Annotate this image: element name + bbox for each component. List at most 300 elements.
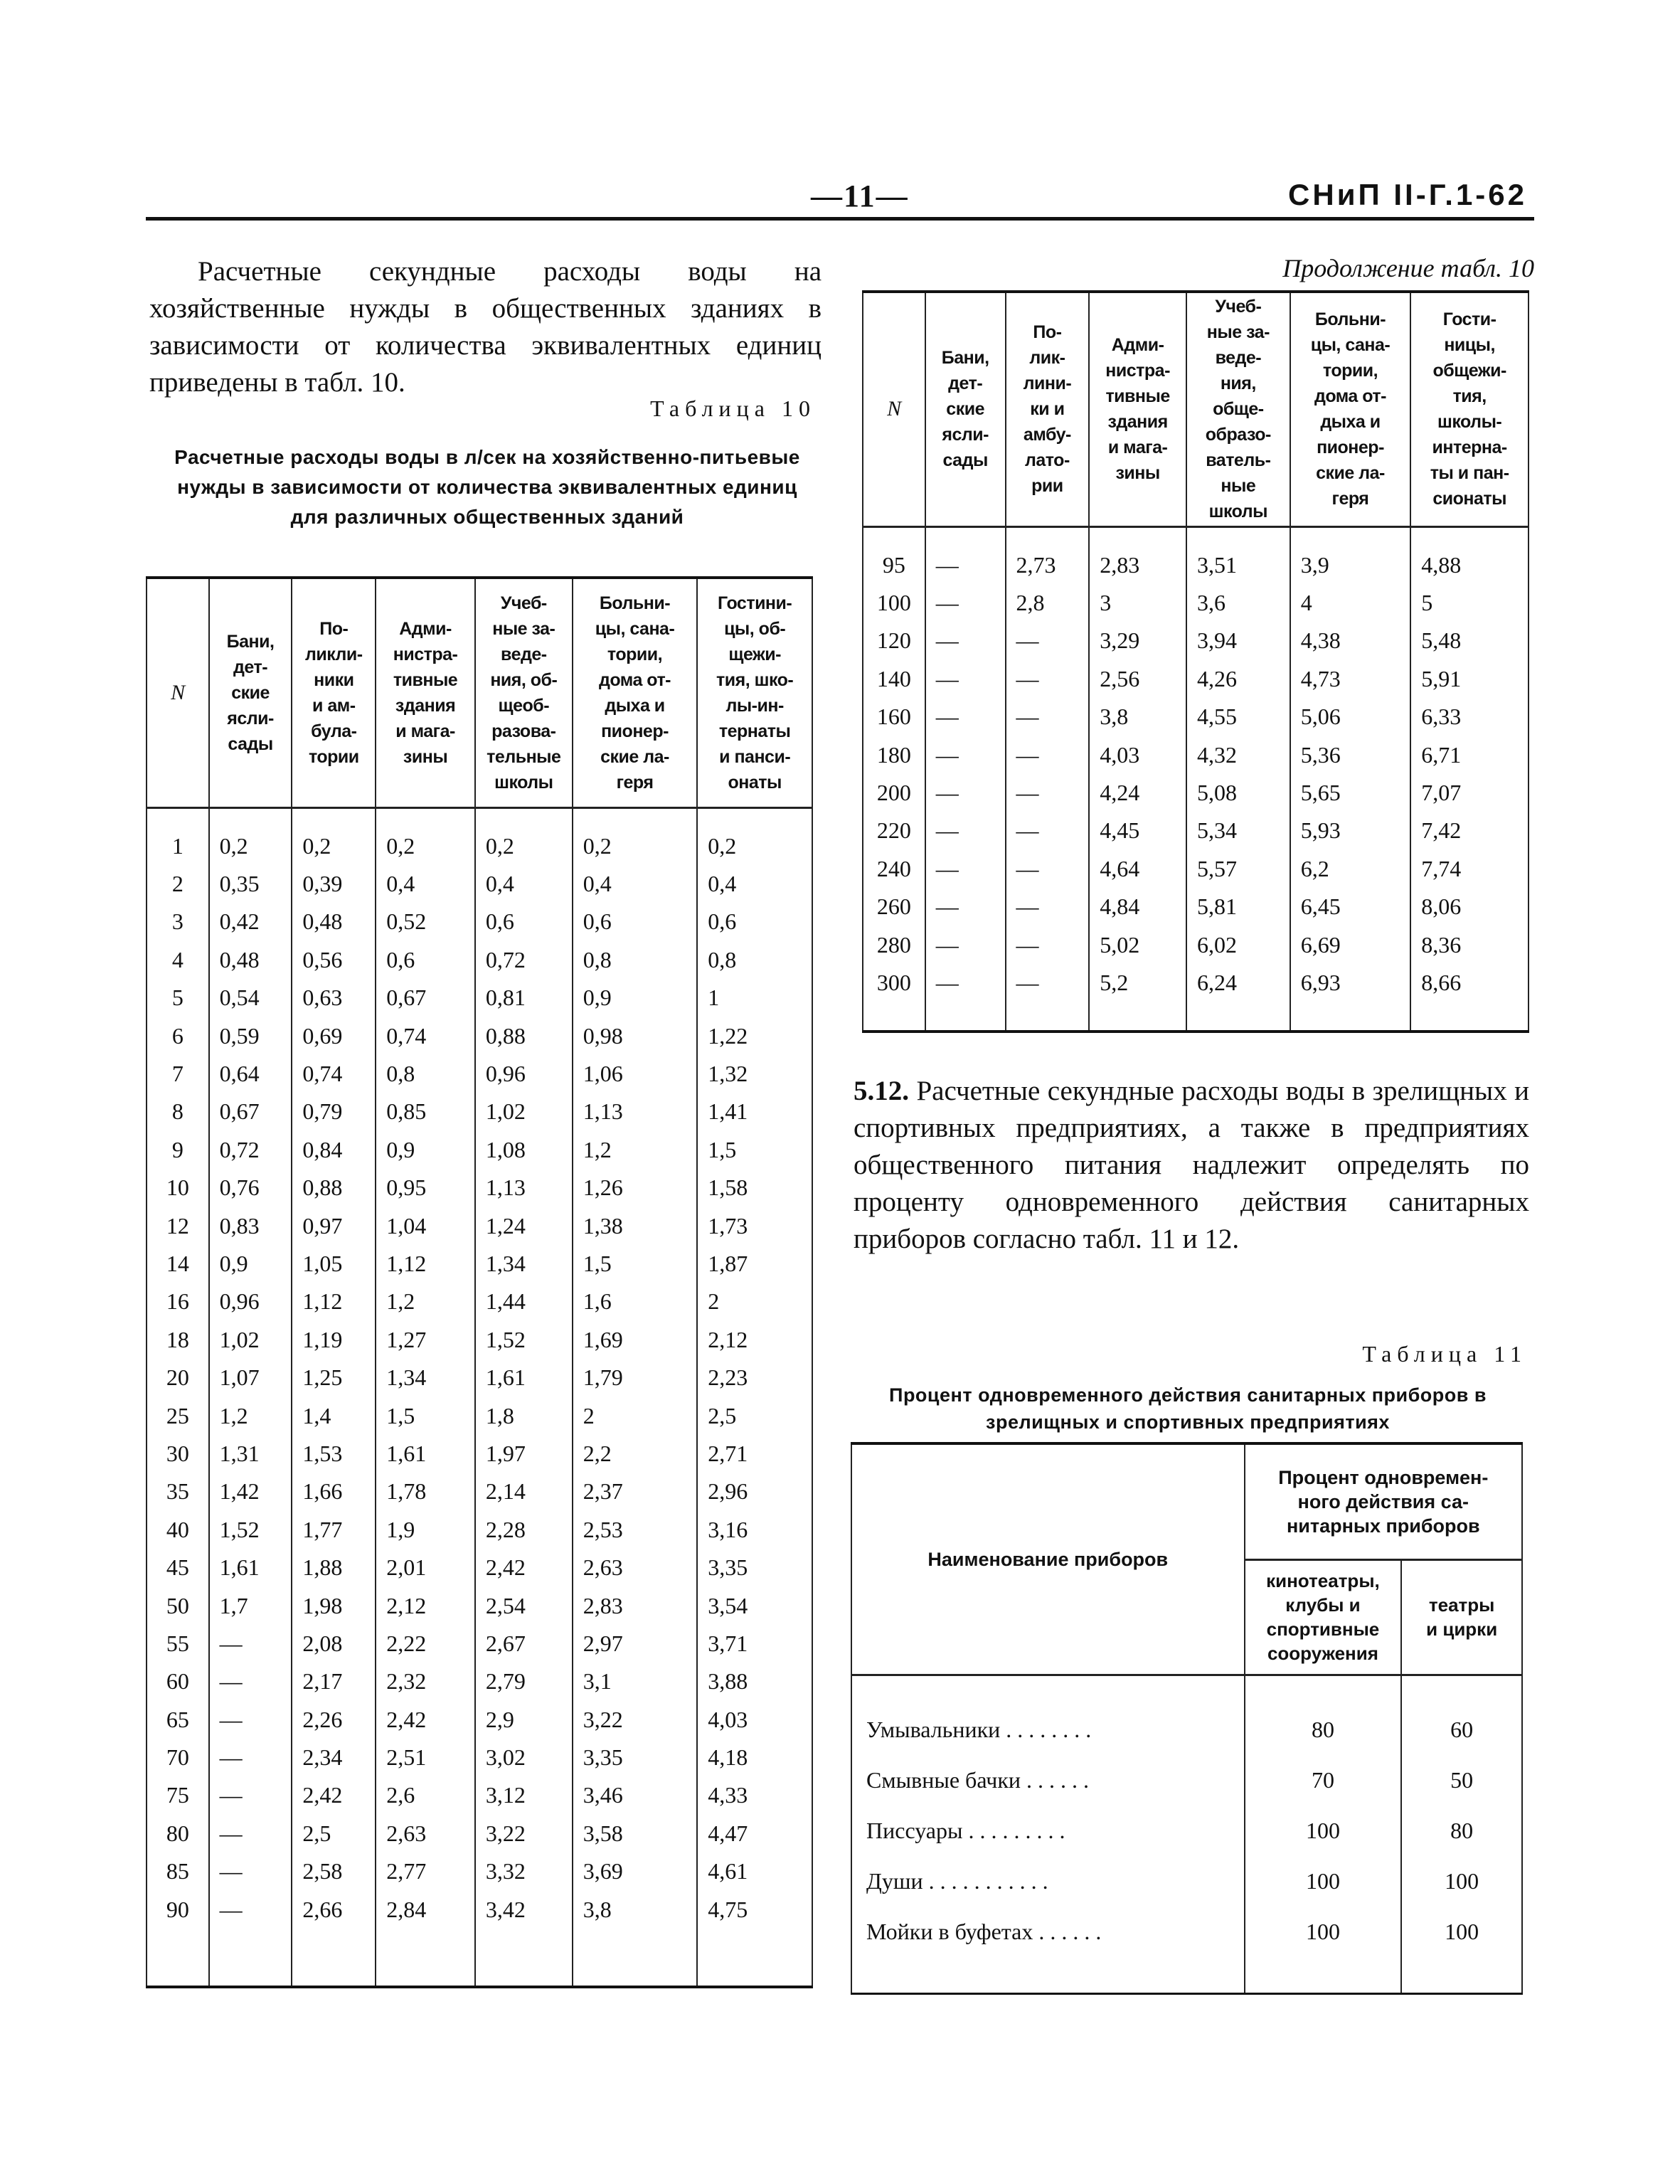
table-row xyxy=(147,1169,812,1207)
cell-value: 1,4 xyxy=(292,1396,376,1434)
cell-value: 3,35 xyxy=(697,1549,812,1586)
fixture-name: Смывные бачки . . . . . . xyxy=(851,1755,1245,1806)
col-header-n: N xyxy=(863,292,925,526)
table-row xyxy=(147,1473,812,1510)
cell-value: 0,67 xyxy=(376,979,475,1017)
cell-value: 0,2 xyxy=(475,827,573,865)
table-row xyxy=(147,1815,812,1852)
table-row xyxy=(863,546,1529,584)
cell-value: — xyxy=(925,584,1006,622)
col-header-n: N xyxy=(147,578,209,807)
table-row xyxy=(863,964,1529,1002)
cell-value: — xyxy=(1006,622,1090,659)
cell-value: 0,4 xyxy=(573,865,698,903)
cell-value: 2,5 xyxy=(697,1396,812,1434)
cell-value: 6,69 xyxy=(1290,926,1411,963)
cell-value: 3,51 xyxy=(1186,546,1290,584)
percent-value: 100 xyxy=(1401,1856,1522,1907)
cell-value: 0,96 xyxy=(209,1283,292,1320)
header-rule xyxy=(146,217,1534,221)
cell-value: 1,26 xyxy=(573,1169,698,1207)
cell-value: 3,71 xyxy=(697,1625,812,1663)
table-row xyxy=(147,1625,812,1663)
cell-n: 260 xyxy=(863,888,925,926)
cell-value: 1,02 xyxy=(475,1093,573,1130)
cell-value: 3,9 xyxy=(1290,546,1411,584)
cell-value: 1,07 xyxy=(209,1359,292,1396)
table-row xyxy=(863,660,1529,698)
percent-value: 80 xyxy=(1245,1705,1402,1755)
cell-value: 0,83 xyxy=(209,1207,292,1244)
cell-value: 0,2 xyxy=(573,827,698,865)
cell-n: 45 xyxy=(147,1549,209,1586)
cell-value: 0,2 xyxy=(376,827,475,865)
page-number: —11— xyxy=(811,179,909,213)
cell-value: 1,19 xyxy=(292,1321,376,1359)
cell-value: 1,87 xyxy=(697,1245,812,1283)
cell-value: 0,69 xyxy=(292,1017,376,1054)
cell-value: 2,96 xyxy=(697,1473,812,1510)
cell-value: 1,2 xyxy=(573,1131,698,1169)
cell-value: 3,8 xyxy=(1089,698,1186,736)
cell-value: 5,91 xyxy=(1410,660,1529,698)
col-header: Учеб- ные за- веде- ния, об- щеоб- разова- тельные школы xyxy=(475,578,573,807)
table-row xyxy=(147,1663,812,1700)
section-number: 5.12. xyxy=(854,1076,909,1106)
cell-value: 7,74 xyxy=(1410,850,1529,888)
cell-value: 1,32 xyxy=(697,1055,812,1093)
table-row xyxy=(147,903,812,940)
table-row xyxy=(863,812,1529,849)
cell-value: 1,61 xyxy=(209,1549,292,1586)
cell-value: 0,54 xyxy=(209,979,292,1017)
cell-value: 2,23 xyxy=(697,1359,812,1396)
cell-value: 0,6 xyxy=(573,903,698,940)
cell-value: 3,22 xyxy=(573,1700,698,1738)
cell-value: 0,56 xyxy=(292,941,376,979)
cell-value: 2,14 xyxy=(475,1473,573,1510)
cell-value: 6,71 xyxy=(1410,736,1529,773)
cell-value: — xyxy=(925,888,1006,926)
cell-value: 2,77 xyxy=(376,1852,475,1890)
table-row xyxy=(147,1852,812,1890)
table-row xyxy=(147,1017,812,1054)
spacer-row xyxy=(863,526,1529,546)
cell-value: 0,88 xyxy=(475,1017,573,1054)
cell-value: 2,67 xyxy=(475,1625,573,1663)
cell-value: 3,22 xyxy=(475,1815,573,1852)
cell-value: 2,56 xyxy=(1089,660,1186,698)
cell-value: 7,42 xyxy=(1410,812,1529,849)
cell-n: 160 xyxy=(863,698,925,736)
col-header: Бани, дет- ские ясли- сады xyxy=(925,292,1006,526)
cell-value: 3,94 xyxy=(1186,622,1290,659)
cell-value: — xyxy=(209,1700,292,1738)
cell-n: 14 xyxy=(147,1245,209,1283)
cell-value: 1,04 xyxy=(376,1207,475,1244)
cell-value: 1,41 xyxy=(697,1093,812,1130)
cell-value: 3,69 xyxy=(573,1852,698,1890)
cell-n: 35 xyxy=(147,1473,209,1510)
cell-value: 1,13 xyxy=(475,1169,573,1207)
table11 xyxy=(851,1442,1523,1995)
cell-value: 8,06 xyxy=(1410,888,1529,926)
cell-value: 0,79 xyxy=(292,1093,376,1130)
fixture-name: Мойки в буфетах . . . . . . xyxy=(851,1907,1245,1957)
table-row xyxy=(851,1806,1522,1856)
table-row xyxy=(147,1207,812,1244)
cell-value: 1,97 xyxy=(475,1435,573,1473)
cell-value: 2,42 xyxy=(475,1549,573,1586)
table-row xyxy=(863,888,1529,926)
cell-value: 0,8 xyxy=(376,1055,475,1093)
table-row xyxy=(147,1396,812,1434)
cell-value: 2,8 xyxy=(1006,584,1090,622)
cell-value: 0,2 xyxy=(292,827,376,865)
cell-value: 1 xyxy=(697,979,812,1017)
cell-value: 1,02 xyxy=(209,1321,292,1359)
cell-value: 3,42 xyxy=(475,1890,573,1928)
percent-value: 100 xyxy=(1245,1856,1402,1907)
cell-n: 75 xyxy=(147,1776,209,1814)
table-row xyxy=(863,622,1529,659)
col-header: Бани, дет- ские ясли- сады xyxy=(209,578,292,807)
table-row xyxy=(147,1245,812,1283)
cell-value: 0,9 xyxy=(209,1245,292,1283)
cell-value: 2,42 xyxy=(292,1776,376,1814)
cell-value: 2,84 xyxy=(376,1890,475,1928)
col-header: По- лик- лини- ки и амбу- лато- рии xyxy=(1006,292,1090,526)
cell-n: 140 xyxy=(863,660,925,698)
cell-n: 50 xyxy=(147,1586,209,1624)
cell-value: 2,97 xyxy=(573,1625,698,1663)
cell-value: 2,66 xyxy=(292,1890,376,1928)
col-header: Гости- ницы, общежи- тия, школы- интерна- ты и пан- сионаты xyxy=(1410,292,1529,526)
table-row xyxy=(147,827,812,865)
cell-value: 1,5 xyxy=(376,1396,475,1434)
cell-value: 1,22 xyxy=(697,1017,812,1054)
cell-value: 8,66 xyxy=(1410,964,1529,1002)
cell-value: 1,66 xyxy=(292,1473,376,1510)
percent-value: 70 xyxy=(1245,1755,1402,1806)
table-row xyxy=(147,1359,812,1396)
cell-value: 4,03 xyxy=(1089,736,1186,773)
cell-value: — xyxy=(1006,888,1090,926)
cell-value: 0,9 xyxy=(376,1131,475,1169)
cell-value: 0,59 xyxy=(209,1017,292,1054)
cell-n: 220 xyxy=(863,812,925,849)
cell-value: 2,22 xyxy=(376,1625,475,1663)
cell-value: 3,6 xyxy=(1186,584,1290,622)
cell-value: 1,61 xyxy=(376,1435,475,1473)
percent-value: 100 xyxy=(1401,1907,1522,1957)
table11-label: Таблица 11 xyxy=(1362,1341,1527,1367)
cell-value: 4,03 xyxy=(697,1700,812,1738)
col-header: Больни- цы, сана- тории, дома от- дыха и пионер- ские ла- геря xyxy=(573,578,698,807)
table-row xyxy=(147,1776,812,1814)
cell-value: 0,76 xyxy=(209,1169,292,1207)
cell-n: 20 xyxy=(147,1359,209,1396)
cell-value: 5,57 xyxy=(1186,850,1290,888)
cell-value: 4,32 xyxy=(1186,736,1290,773)
cell-value: 2,2 xyxy=(573,1435,698,1473)
cell-value: 2,28 xyxy=(475,1511,573,1549)
cell-value: 1,34 xyxy=(376,1359,475,1396)
col-header: Больни- цы, сана- тории, дома от- дыха и пионер- ские ла- геря xyxy=(1290,292,1411,526)
cell-n: 16 xyxy=(147,1283,209,1320)
cell-n: 55 xyxy=(147,1625,209,1663)
cell-value: — xyxy=(209,1663,292,1700)
cell-n: 40 xyxy=(147,1511,209,1549)
cell-value: 2,51 xyxy=(376,1739,475,1776)
cell-n: 12 xyxy=(147,1207,209,1244)
table-row xyxy=(147,1435,812,1473)
cell-value: 2 xyxy=(573,1396,698,1434)
cell-value: 0,9 xyxy=(573,979,698,1017)
table-row xyxy=(863,698,1529,736)
cell-value: 1,25 xyxy=(292,1359,376,1396)
cell-value: 1,79 xyxy=(573,1359,698,1396)
cell-value: — xyxy=(209,1815,292,1852)
cell-value: 2,79 xyxy=(475,1663,573,1700)
cell-n: 200 xyxy=(863,774,925,812)
table-row xyxy=(147,1586,812,1624)
cell-value: 4,26 xyxy=(1186,660,1290,698)
table-row xyxy=(851,1907,1522,1957)
cell-value: 4,24 xyxy=(1089,774,1186,812)
cell-value: 2,34 xyxy=(292,1739,376,1776)
cell-n: 100 xyxy=(863,584,925,622)
cell-value: 5,36 xyxy=(1290,736,1411,773)
cell-value: 5,08 xyxy=(1186,774,1290,812)
cell-value: 0,52 xyxy=(376,903,475,940)
document-code: СНиП II-Г.1-62 xyxy=(1288,178,1527,211)
cell-value: 1,12 xyxy=(292,1283,376,1320)
cell-value: 1,27 xyxy=(376,1321,475,1359)
cell-value: 0,98 xyxy=(573,1017,698,1054)
cell-value: — xyxy=(1006,660,1090,698)
percent-value: 60 xyxy=(1401,1705,1522,1755)
cell-value: 0,42 xyxy=(209,903,292,940)
cell-value: 1,52 xyxy=(475,1321,573,1359)
cell-value: 0,72 xyxy=(209,1131,292,1169)
cell-value: 0,48 xyxy=(292,903,376,940)
cell-n: 120 xyxy=(863,622,925,659)
cell-value: 0,63 xyxy=(292,979,376,1017)
cell-value: 0,4 xyxy=(376,865,475,903)
cell-value: 0,6 xyxy=(376,941,475,979)
cell-n: 10 xyxy=(147,1169,209,1207)
cell-n: 30 xyxy=(147,1435,209,1473)
cell-value: 0,2 xyxy=(209,827,292,865)
cell-n: 180 xyxy=(863,736,925,773)
cell-value: 0,85 xyxy=(376,1093,475,1130)
cell-value: 1,69 xyxy=(573,1321,698,1359)
cell-value: 5,34 xyxy=(1186,812,1290,849)
cell-value: 2,53 xyxy=(573,1511,698,1549)
table-row xyxy=(863,926,1529,963)
table-row xyxy=(147,1739,812,1776)
cell-value: — xyxy=(1006,774,1090,812)
cell-value: 1,7 xyxy=(209,1586,292,1624)
cell-n: 85 xyxy=(147,1852,209,1890)
cell-n: 2 xyxy=(147,865,209,903)
cell-n: 240 xyxy=(863,850,925,888)
table-row xyxy=(863,850,1529,888)
cell-value: 4,84 xyxy=(1089,888,1186,926)
cell-value: 1,06 xyxy=(573,1055,698,1093)
cell-n: 9 xyxy=(147,1131,209,1169)
cell-value: — xyxy=(925,736,1006,773)
cell-value: 1,2 xyxy=(376,1283,475,1320)
cell-value: — xyxy=(925,546,1006,584)
col-header: По- ликли- ники и ам- була- тории xyxy=(292,578,376,807)
cell-value: 1,78 xyxy=(376,1473,475,1510)
cell-value: 0,74 xyxy=(292,1055,376,1093)
cell-value: 0,35 xyxy=(209,865,292,903)
cell-value: 5,93 xyxy=(1290,812,1411,849)
table10-label: Таблица 10 xyxy=(650,396,816,421)
cell-value: 1,5 xyxy=(573,1245,698,1283)
cell-value: 4,55 xyxy=(1186,698,1290,736)
cell-value: 0,39 xyxy=(292,865,376,903)
cell-value: 2,63 xyxy=(376,1815,475,1852)
table-row xyxy=(147,1055,812,1093)
table-row xyxy=(147,1093,812,1130)
table-row xyxy=(851,1755,1522,1806)
cell-value: 1,2 xyxy=(209,1396,292,1434)
cell-value: 4,73 xyxy=(1290,660,1411,698)
cell-value: 6,93 xyxy=(1290,964,1411,1002)
cell-value: 2,26 xyxy=(292,1700,376,1738)
cell-value: — xyxy=(1006,698,1090,736)
cell-value: — xyxy=(925,812,1006,849)
cell-value: 1,44 xyxy=(475,1283,573,1320)
cell-value: 3,1 xyxy=(573,1663,698,1700)
spacer-row xyxy=(851,1675,1522,1705)
table-row xyxy=(851,1856,1522,1907)
col-header: Адми- нистра- тивные здания и мага- зины xyxy=(1089,292,1186,526)
cell-value: — xyxy=(925,660,1006,698)
cell-value: 5,48 xyxy=(1410,622,1529,659)
cell-value: 3 xyxy=(1089,584,1186,622)
cell-n: 65 xyxy=(147,1700,209,1738)
table-row xyxy=(863,584,1529,622)
cell-n: 8 xyxy=(147,1093,209,1130)
cell-n: 5 xyxy=(147,979,209,1017)
cell-value: 5,06 xyxy=(1290,698,1411,736)
table-row xyxy=(147,979,812,1017)
cell-value: 0,48 xyxy=(209,941,292,979)
cell-value: 2,83 xyxy=(1089,546,1186,584)
cell-value: — xyxy=(925,850,1006,888)
table-row xyxy=(147,1283,812,1320)
cell-value: 0,67 xyxy=(209,1093,292,1130)
cell-n: 300 xyxy=(863,964,925,1002)
table10-continued xyxy=(862,290,1529,1033)
cell-value: 5,81 xyxy=(1186,888,1290,926)
cell-n: 3 xyxy=(147,903,209,940)
cell-value: — xyxy=(1006,736,1090,773)
cell-value: 1,31 xyxy=(209,1435,292,1473)
cell-value: 1,24 xyxy=(475,1207,573,1244)
cell-value: 4,61 xyxy=(697,1852,812,1890)
cell-value: 2,12 xyxy=(697,1321,812,1359)
cell-value: 1,53 xyxy=(292,1435,376,1473)
col-header: Адми- нистра- тивные здания и мага- зины xyxy=(376,578,475,807)
spacer-row xyxy=(147,807,812,827)
cell-value: 3,88 xyxy=(697,1663,812,1700)
cell-value: — xyxy=(1006,964,1090,1002)
cell-n: 25 xyxy=(147,1396,209,1434)
cell-value: 2,54 xyxy=(475,1586,573,1624)
cell-value: 5,2 xyxy=(1089,964,1186,1002)
cell-value: 3,16 xyxy=(697,1511,812,1549)
cell-n: 7 xyxy=(147,1055,209,1093)
cell-value: 0,74 xyxy=(376,1017,475,1054)
table-row xyxy=(147,1321,812,1359)
cell-value: 1,58 xyxy=(697,1169,812,1207)
cell-value: 4,38 xyxy=(1290,622,1411,659)
cell-value: — xyxy=(209,1852,292,1890)
cell-value: 0,96 xyxy=(475,1055,573,1093)
cell-value: 3,12 xyxy=(475,1776,573,1814)
col-group-header: Процент одновремен- ного действия са- нитарных приборов xyxy=(1245,1443,1522,1559)
cell-value: 2,5 xyxy=(292,1815,376,1852)
cell-value: 0,81 xyxy=(475,979,573,1017)
cell-value: 1,88 xyxy=(292,1549,376,1586)
cell-value: 0,72 xyxy=(475,941,573,979)
cell-value: 2,32 xyxy=(376,1663,475,1700)
percent-value: 80 xyxy=(1401,1806,1522,1856)
cell-value: — xyxy=(1006,926,1090,963)
cell-value: 4 xyxy=(1290,584,1411,622)
cell-value: 1,77 xyxy=(292,1511,376,1549)
cell-value: 1,61 xyxy=(475,1359,573,1396)
cell-value: 2,6 xyxy=(376,1776,475,1814)
cell-value: 6,2 xyxy=(1290,850,1411,888)
cell-value: 2,42 xyxy=(376,1700,475,1738)
cell-value: 0,4 xyxy=(475,865,573,903)
cell-n: 6 xyxy=(147,1017,209,1054)
col-header: Гостини- цы, об- щежи- тия, шко- лы-ин- тернаты и панси- онаты xyxy=(697,578,812,807)
cell-value: — xyxy=(1006,850,1090,888)
table-row xyxy=(147,1700,812,1738)
cell-value: 1,6 xyxy=(573,1283,698,1320)
cell-value: 2,12 xyxy=(376,1586,475,1624)
cell-value: 1,5 xyxy=(697,1131,812,1169)
table11-title: Процент одновременного действия санитарных приборов в зрелищных и спортивных предприятиях xyxy=(889,1384,1487,1433)
table-row xyxy=(147,1511,812,1549)
cell-n: 95 xyxy=(863,546,925,584)
cell-value: 1,05 xyxy=(292,1245,376,1283)
intro-paragraph: Расчетные секундные расходы воды на хозяйственные нужды в общественных зданиях в зависимости от количества эквивалентных единиц приведены в табл. 10. xyxy=(149,256,822,398)
cell-value: 2,58 xyxy=(292,1852,376,1890)
cell-value: 3,32 xyxy=(475,1852,573,1890)
cell-value: 4,75 xyxy=(697,1890,812,1928)
section-text: Расчетные секундные расходы воды в зрелищных и спортивных предприятиях, а также в предприятиях общественного питания надлежит определять по проценту одновременного действия санитарных приборов согласно табл. 11 и 12. xyxy=(854,1076,1530,1254)
cell-value: 4,33 xyxy=(697,1776,812,1814)
cell-value: 2 xyxy=(697,1283,812,1320)
cell-value: 2,73 xyxy=(1006,546,1090,584)
cell-value: 3,29 xyxy=(1089,622,1186,659)
table-row xyxy=(851,1705,1522,1755)
cell-value: 2,71 xyxy=(697,1435,812,1473)
cell-n: 18 xyxy=(147,1321,209,1359)
cell-value: 4,88 xyxy=(1410,546,1529,584)
fixture-name: Души . . . . . . . . . . . xyxy=(851,1856,1245,1907)
section-5-12 xyxy=(854,1073,1529,1258)
